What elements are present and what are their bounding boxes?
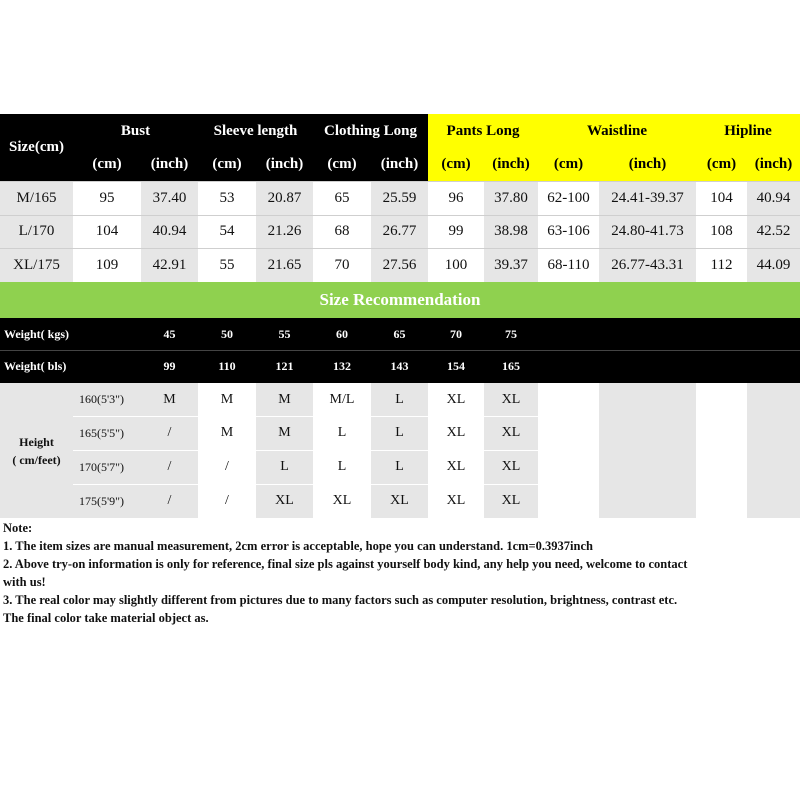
- recommended-size: L: [371, 383, 428, 416]
- size-cell: 53: [198, 181, 256, 215]
- note-line: 3. The real color may slightly different from pictures due to many factors such as computer resolution, brightness, contrast etc.: [3, 593, 678, 607]
- empty-cell: [747, 450, 800, 484]
- recommended-size: XL: [428, 383, 484, 416]
- weight-value: 60: [313, 318, 371, 350]
- empty-cell: [747, 484, 800, 518]
- recommended-size: L: [313, 416, 371, 450]
- unit-header: (cm): [313, 148, 371, 181]
- size-cell: 100: [428, 248, 484, 282]
- size-cell: 40.94: [141, 215, 198, 248]
- size-recommendation-title: Size Recommendation: [0, 282, 800, 318]
- unit-header: (inch): [747, 148, 800, 181]
- size-cell: 104: [73, 215, 141, 248]
- size-cell: 40.94: [747, 181, 800, 215]
- empty-cell: [696, 383, 747, 416]
- height-value: 170(5'7"): [73, 450, 141, 484]
- height-label: [0, 383, 73, 518]
- size-cell: 25.59: [371, 181, 428, 215]
- size-cell: 70: [313, 248, 371, 282]
- recommended-size: /: [141, 416, 198, 450]
- recommended-size: XL: [256, 484, 313, 518]
- recommended-size: M: [256, 383, 313, 416]
- size-cell: 44.09: [747, 248, 800, 282]
- weight-value: 132: [313, 350, 371, 383]
- recommended-size: /: [198, 450, 256, 484]
- unit-header: (inch): [141, 148, 198, 181]
- empty-cell: [747, 383, 800, 416]
- empty-cell: [599, 383, 696, 416]
- weight-value: 75: [484, 318, 538, 350]
- size-cell: 21.26: [256, 215, 313, 248]
- size-cell: 27.56: [371, 248, 428, 282]
- size-cell: 104: [696, 181, 747, 215]
- group-header: Clothing Long: [313, 114, 428, 148]
- height-value: 175(5'9"): [73, 484, 141, 518]
- size-cell: 99: [428, 215, 484, 248]
- weight-value: 110: [198, 350, 256, 383]
- size-cell: 42.52: [747, 215, 800, 248]
- empty-cell: [538, 450, 599, 484]
- size-cell: 37.80: [484, 181, 538, 215]
- height-label-line2: ( cm/feet): [12, 452, 61, 467]
- size-cell: 26.77-43.31: [599, 248, 696, 282]
- size-cell: 21.65: [256, 248, 313, 282]
- size-cell: 39.37: [484, 248, 538, 282]
- size-cell: 109: [73, 248, 141, 282]
- height-value: 160(5'3"): [73, 383, 141, 416]
- unit-header: (inch): [484, 148, 538, 181]
- group-header: Pants Long: [428, 114, 538, 148]
- recommended-size: XL: [484, 450, 538, 484]
- size-cell: 24.80-41.73: [599, 215, 696, 248]
- size-cell: 24.41-39.37: [599, 181, 696, 215]
- unit-header: (cm): [538, 148, 599, 181]
- height-label-line1: Height: [19, 434, 54, 449]
- recommended-size: L: [371, 450, 428, 484]
- size-cell: 63-106: [538, 215, 599, 248]
- empty-cell: [538, 416, 599, 450]
- weight-value: 45: [141, 318, 198, 350]
- unit-header: (cm): [198, 148, 256, 181]
- weight-value: 70: [428, 318, 484, 350]
- empty-cell: [599, 484, 696, 518]
- weight-row-filler: [538, 350, 800, 383]
- unit-header: (cm): [428, 148, 484, 181]
- weight-value: 165: [484, 350, 538, 383]
- recommended-size: XL: [428, 484, 484, 518]
- recommended-size: /: [141, 450, 198, 484]
- recommended-size: L: [313, 450, 371, 484]
- empty-cell: [538, 484, 599, 518]
- size-cell: 112: [696, 248, 747, 282]
- size-cell: 26.77: [371, 215, 428, 248]
- empty-cell: [696, 484, 747, 518]
- weight-value: 99: [141, 350, 198, 383]
- recommended-size: /: [141, 484, 198, 518]
- empty-cell: [696, 450, 747, 484]
- note-line: 2. Above try-on information is only for reference, final size pls against yourself body kind, any help you need, welcome to contact: [3, 557, 688, 571]
- weight-label: Weight( kgs): [0, 318, 141, 350]
- size-corner-header: Size(cm): [0, 114, 73, 181]
- height-value: 165(5'5"): [73, 416, 141, 450]
- size-cell: 20.87: [256, 181, 313, 215]
- recommended-size: M: [256, 416, 313, 450]
- recommended-size: XL: [484, 383, 538, 416]
- size-cell: 95: [73, 181, 141, 215]
- size-cell: 108: [696, 215, 747, 248]
- weight-value: 65: [371, 318, 428, 350]
- notes-section: [3, 519, 797, 627]
- empty-cell: [696, 416, 747, 450]
- size-cell: 65: [313, 181, 371, 215]
- weight-value: 154: [428, 350, 484, 383]
- weight-label: Weight( bls): [0, 350, 141, 383]
- size-row-label: L/170: [0, 215, 73, 248]
- size-cell: 68: [313, 215, 371, 248]
- weight-value: 121: [256, 350, 313, 383]
- empty-cell: [599, 416, 696, 450]
- recommended-size: XL: [484, 484, 538, 518]
- weight-value: 50: [198, 318, 256, 350]
- empty-cell: [599, 450, 696, 484]
- unit-header: (inch): [599, 148, 696, 181]
- size-cell: 42.91: [141, 248, 198, 282]
- recommended-size: M: [198, 383, 256, 416]
- note-line: The final color take material object as.: [3, 611, 209, 625]
- empty-cell: [747, 416, 800, 450]
- weight-value: 55: [256, 318, 313, 350]
- weight-value: 143: [371, 350, 428, 383]
- unit-header: (cm): [696, 148, 747, 181]
- size-cell: 38.98: [484, 215, 538, 248]
- recommended-size: L: [256, 450, 313, 484]
- recommended-size: XL: [371, 484, 428, 518]
- recommended-size: M: [141, 383, 198, 416]
- group-header: Waistline: [538, 114, 696, 148]
- size-cell: 37.40: [141, 181, 198, 215]
- unit-header: (cm): [73, 148, 141, 181]
- unit-header: (inch): [371, 148, 428, 181]
- recommended-size: XL: [313, 484, 371, 518]
- notes-title: Note:: [3, 521, 33, 535]
- group-header: Hipline: [696, 114, 800, 148]
- recommended-size: L: [371, 416, 428, 450]
- note-line: 1. The item sizes are manual measurement, 2cm error is acceptable, hope you can understand. 1cm=0.3937inch: [3, 539, 593, 553]
- unit-header: (inch): [256, 148, 313, 181]
- size-cell: 96: [428, 181, 484, 215]
- group-header: Sleeve length: [198, 114, 313, 148]
- size-row-label: XL/175: [0, 248, 73, 282]
- empty-cell: [538, 383, 599, 416]
- note-line: with us!: [3, 575, 46, 589]
- size-cell: 68-110: [538, 248, 599, 282]
- weight-row-filler: [538, 318, 800, 350]
- recommended-size: M: [198, 416, 256, 450]
- size-cell: 54: [198, 215, 256, 248]
- recommended-size: XL: [428, 450, 484, 484]
- group-header: Bust: [73, 114, 198, 148]
- size-row-label: M/165: [0, 181, 73, 215]
- recommended-size: XL: [428, 416, 484, 450]
- recommended-size: /: [198, 484, 256, 518]
- size-cell: 55: [198, 248, 256, 282]
- size-cell: 62-100: [538, 181, 599, 215]
- recommended-size: M/L: [313, 383, 371, 416]
- recommended-size: XL: [484, 416, 538, 450]
